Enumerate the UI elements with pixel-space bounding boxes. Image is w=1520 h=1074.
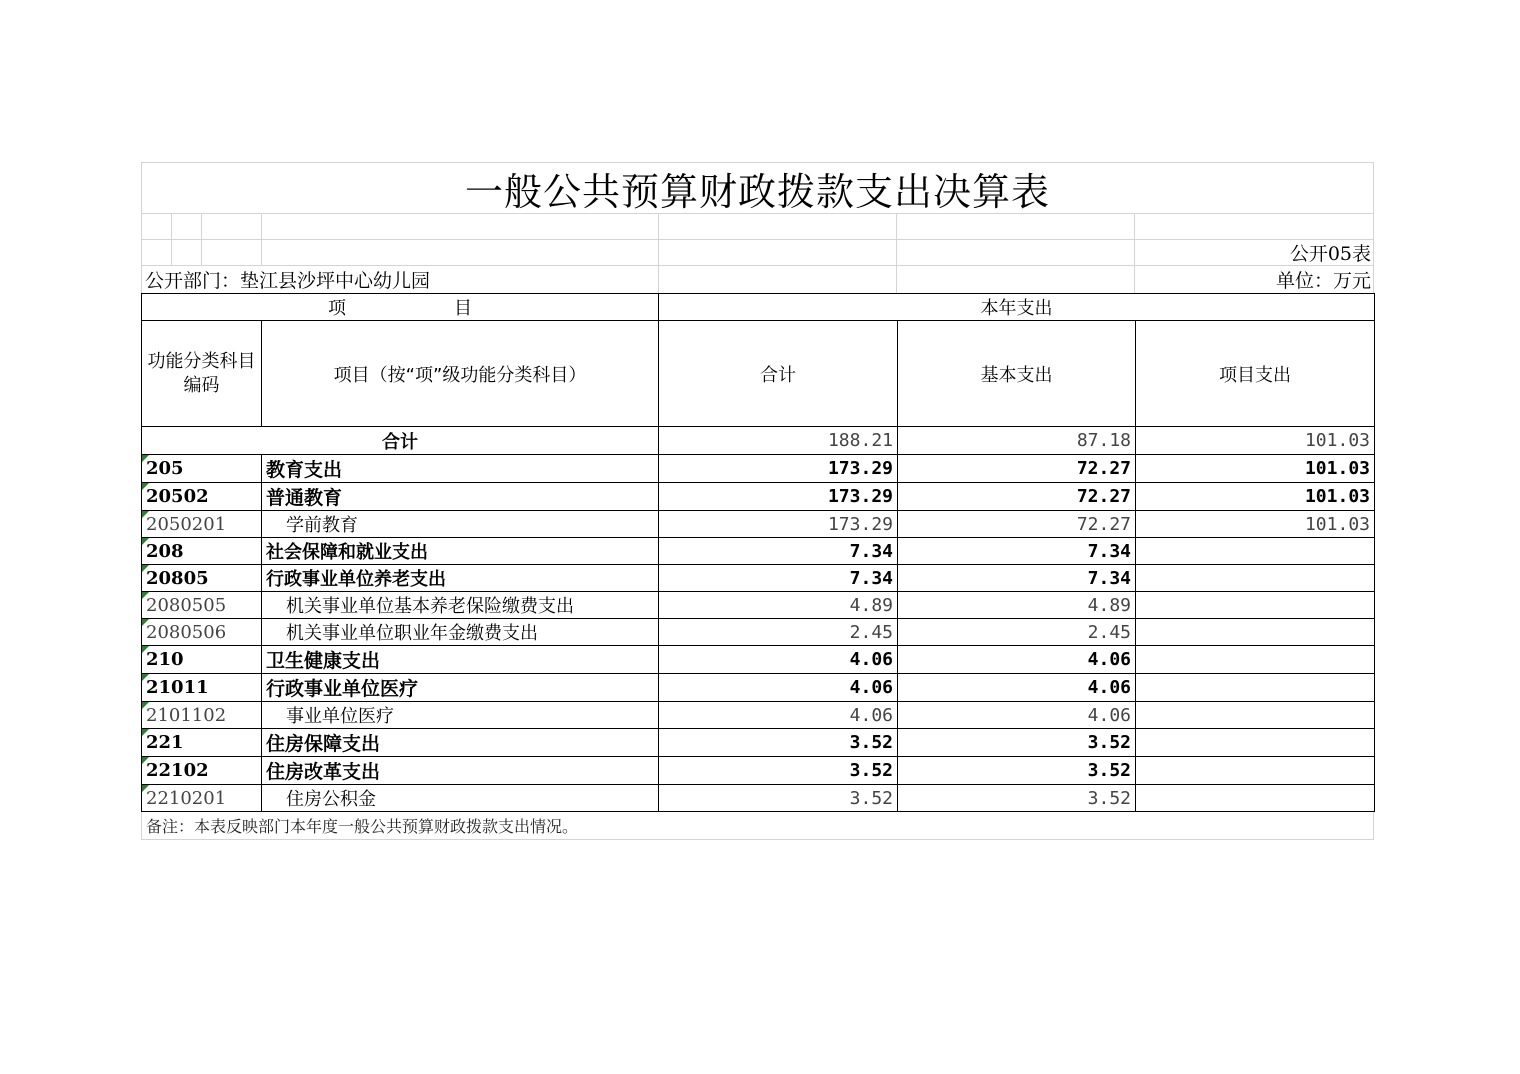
row-project: 101.03	[1136, 511, 1375, 538]
table-row	[142, 538, 1375, 565]
cell-marker-icon	[142, 702, 149, 709]
row-basic: 72.27	[898, 511, 1136, 538]
cell-marker-icon	[142, 511, 149, 518]
row-code	[142, 538, 262, 565]
row-project	[1136, 757, 1375, 785]
row-code	[142, 483, 262, 511]
row-project	[1136, 565, 1375, 592]
header-row-2	[142, 321, 1375, 427]
row-project: 101.03	[1136, 455, 1375, 483]
row-project	[1136, 702, 1375, 729]
row-project	[1136, 674, 1375, 702]
blank-row	[141, 213, 1374, 239]
form-number: 公开05表	[1135, 239, 1374, 265]
table-row	[142, 702, 1375, 729]
row-total: 3.52	[659, 729, 898, 757]
code-column-header: 功能分类科目编码	[142, 321, 262, 427]
row-total: 2.45	[659, 619, 898, 646]
row-name: 卫生健康支出	[262, 646, 659, 674]
row-name: 住房保障支出	[262, 729, 659, 757]
row-name: 住房改革支出	[262, 757, 659, 785]
table-row	[142, 757, 1375, 785]
row-code	[142, 674, 262, 702]
table-row	[142, 455, 1375, 483]
row-project	[1136, 538, 1375, 565]
department-label: 公开部门：垫江县沙坪中心幼儿园	[142, 266, 659, 293]
table-row	[142, 729, 1375, 757]
row-code-text: 20502	[146, 486, 209, 507]
row-code	[142, 785, 262, 812]
row-basic: 4.06	[898, 646, 1136, 674]
row-total: 173.29	[659, 455, 898, 483]
row-project	[1136, 592, 1375, 619]
row-code-text: 2080505	[146, 594, 227, 616]
row-basic: 2.45	[898, 619, 1136, 646]
cell-marker-icon	[142, 646, 149, 653]
row-project: 101.03	[1136, 483, 1375, 511]
row-basic: 7.34	[898, 565, 1136, 592]
table-row	[142, 619, 1375, 646]
row-name: 教育支出	[262, 455, 659, 483]
row-name: 行政事业单位医疗	[262, 674, 659, 702]
row-name: 机关事业单位职业年金缴费支出	[262, 619, 659, 646]
row-name: 社会保障和就业支出	[262, 538, 659, 565]
row-code	[142, 619, 262, 646]
name-column-header: 项目（按“项”级功能分类科目）	[262, 321, 659, 427]
row-code-text: 221	[146, 732, 184, 753]
row-total: 7.34	[659, 565, 898, 592]
row-project	[1136, 619, 1375, 646]
row-basic: 3.52	[898, 785, 1136, 812]
row-project	[1136, 785, 1375, 812]
row-total: 4.06	[659, 702, 898, 729]
row-basic: 72.27	[898, 483, 1136, 511]
row-code-text: 2101102	[146, 704, 227, 726]
row-total: 3.52	[659, 785, 898, 812]
cell-marker-icon	[142, 619, 149, 626]
table-row	[142, 592, 1375, 619]
row-total: 4.06	[659, 646, 898, 674]
year-expense-header: 本年支出	[659, 294, 1375, 321]
row-name: 学前教育	[262, 511, 659, 538]
row-code	[142, 702, 262, 729]
row-basic: 4.89	[898, 592, 1136, 619]
cell-marker-icon	[142, 455, 149, 462]
table-row	[142, 674, 1375, 702]
cell-marker-icon	[142, 483, 149, 490]
row-code-text: 22102	[146, 760, 209, 781]
project-column-header: 项目支出	[1136, 321, 1375, 427]
row-total: 4.06	[659, 674, 898, 702]
info-row	[141, 265, 1374, 293]
table-row	[142, 646, 1375, 674]
table-row	[142, 511, 1375, 538]
item-group-header: 项 目	[142, 294, 659, 321]
total-column-header: 合计	[659, 321, 898, 427]
row-code	[142, 565, 262, 592]
table-row	[142, 483, 1375, 511]
row-code	[142, 511, 262, 538]
row-code-text: 208	[146, 540, 184, 562]
table-body	[142, 455, 1375, 812]
row-name: 机关事业单位基本养老保险缴费支出	[262, 592, 659, 619]
row-code	[142, 757, 262, 785]
cell-marker-icon	[142, 674, 149, 681]
total-row-label: 合计	[142, 427, 659, 455]
row-code-text: 2050201	[146, 513, 227, 535]
row-basic: 4.06	[898, 674, 1136, 702]
row-code-text: 20805	[146, 567, 209, 589]
row-basic: 4.06	[898, 702, 1136, 729]
row-name: 普通教育	[262, 483, 659, 511]
header-row-1	[142, 294, 1375, 321]
row-name: 行政事业单位养老支出	[262, 565, 659, 592]
cell-marker-icon	[142, 592, 149, 599]
page-title: 一般公共预算财政拨款支出决算表	[141, 162, 1374, 213]
row-code	[142, 646, 262, 674]
form-number-row	[141, 239, 1374, 265]
row-code-text: 205	[146, 458, 184, 479]
row-project	[1136, 646, 1375, 674]
row-basic: 7.34	[898, 538, 1136, 565]
cell-marker-icon	[142, 729, 149, 736]
unit-label: 单位：万元	[1135, 266, 1374, 293]
cell-marker-icon	[142, 538, 149, 545]
row-basic: 3.52	[898, 729, 1136, 757]
table-row	[142, 565, 1375, 592]
row-code-text: 210	[146, 649, 184, 670]
budget-table	[141, 293, 1375, 812]
row-code-text: 21011	[146, 677, 209, 698]
row-code	[142, 592, 262, 619]
total-row-total: 188.21	[659, 427, 898, 455]
row-name: 住房公积金	[262, 785, 659, 812]
spreadsheet	[141, 162, 1374, 840]
cell-marker-icon	[142, 785, 149, 792]
row-total: 7.34	[659, 538, 898, 565]
table-row	[142, 785, 1375, 812]
row-total: 3.52	[659, 757, 898, 785]
row-code-text: 2080506	[146, 621, 227, 643]
row-name: 事业单位医疗	[262, 702, 659, 729]
total-row	[142, 427, 1375, 455]
row-total: 173.29	[659, 511, 898, 538]
cell-marker-icon	[142, 565, 149, 572]
row-code	[142, 455, 262, 483]
row-total: 173.29	[659, 483, 898, 511]
total-row-basic: 87.18	[898, 427, 1136, 455]
row-basic: 72.27	[898, 455, 1136, 483]
row-code-text: 2210201	[146, 787, 227, 809]
basic-column-header: 基本支出	[898, 321, 1136, 427]
footnote: 备注：本表反映部门本年度一般公共预算财政拨款支出情况。	[141, 812, 1374, 840]
total-row-project: 101.03	[1136, 427, 1375, 455]
row-total: 4.89	[659, 592, 898, 619]
row-project	[1136, 729, 1375, 757]
row-basic: 3.52	[898, 757, 1136, 785]
row-code	[142, 729, 262, 757]
cell-marker-icon	[142, 757, 149, 764]
